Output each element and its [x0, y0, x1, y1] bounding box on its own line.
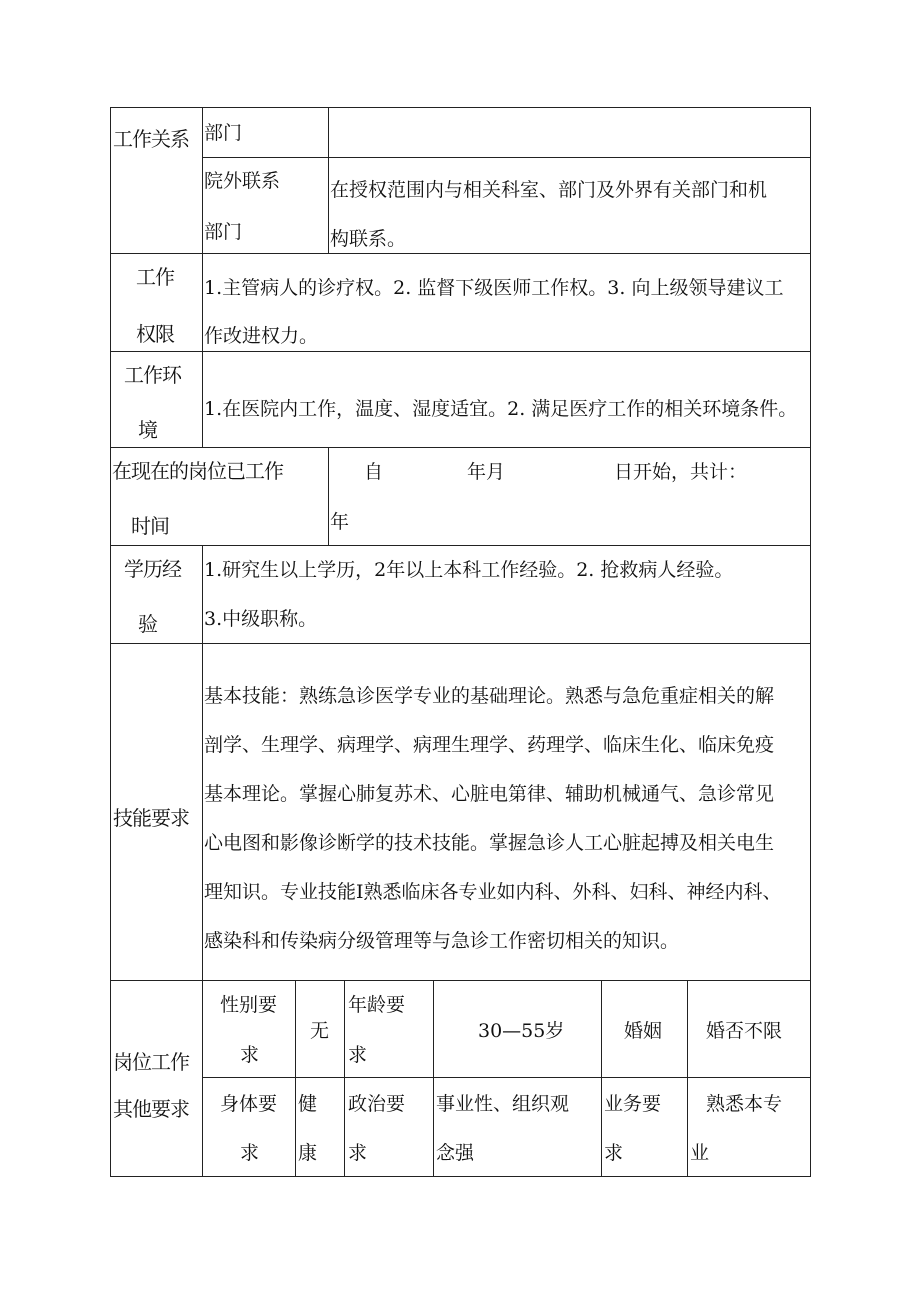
authority-text: 作改进权力。 — [204, 325, 319, 347]
tenure-start-total: 日开始，共计： — [614, 461, 748, 483]
business-value: 熟悉本专 — [706, 1093, 783, 1115]
external-contact-text: 在授权范围内与相关科室、部门及外界有关部门和机 — [330, 179, 768, 201]
table-rule — [110, 545, 811, 546]
table-rule — [601, 980, 602, 1177]
relations-heading: 工作关系 — [113, 127, 189, 151]
table-rule — [110, 643, 811, 644]
age-value: 30—55岁 — [478, 1020, 565, 1042]
table-rule — [202, 107, 203, 448]
skills-line: 剖学、生理学、病理学、病理生理学、药理学、临床生化、临床免疫 — [204, 734, 775, 756]
politics-value: 念强 — [436, 1142, 475, 1164]
authority-heading: 工作 — [136, 265, 174, 289]
external-dept-label: 部门 — [204, 221, 243, 243]
health-label: 求 — [240, 1142, 260, 1164]
table-rule — [110, 253, 811, 254]
table-rule — [328, 447, 329, 546]
health-label: 身体要 — [220, 1093, 278, 1115]
authority-heading: 权限 — [136, 322, 174, 346]
marriage-value: 婚否不限 — [706, 1020, 783, 1042]
skills-text — [204, 672, 782, 966]
skills-line: 心电图和影像诊断学的技术技能。掌握急诊人工心脏起搏及相关电生 — [204, 832, 775, 854]
tenure-from: 自 — [364, 461, 384, 483]
health-value: 健 — [298, 1093, 318, 1115]
business-value: 业 — [690, 1142, 710, 1164]
environment-heading: 工作环 — [124, 363, 181, 387]
authority-text: 1.主管病人的诊疗权。2. 监督下级医师工作权。3. 向上级领导建议工 — [204, 277, 784, 299]
education-text: 1.研究生以上学历，2年以上本科工作经验。2. 抢救病人经验。 — [204, 559, 734, 581]
tenure-heading: 在现在的岗位已工作 — [112, 459, 283, 483]
table-rule — [202, 545, 203, 1177]
table-rule — [295, 980, 296, 1177]
marriage-label: 婚姻 — [624, 1020, 663, 1042]
age-label: 年龄要 — [348, 994, 406, 1016]
table-rule — [687, 980, 688, 1177]
dept-label: 部门 — [204, 122, 243, 144]
tenure-heading: 时间 — [131, 514, 169, 538]
gender-value: 无 — [310, 1020, 330, 1042]
table-rule — [202, 1077, 811, 1078]
education-heading: 验 — [138, 612, 157, 636]
politics-label: 求 — [348, 1142, 368, 1164]
other-heading: 其他要求 — [113, 1097, 189, 1121]
table-rule — [110, 107, 111, 1177]
skills-line: 感染科和传染病分级管理等与急诊工作密切相关的知识。 — [204, 930, 680, 952]
health-value: 康 — [298, 1142, 318, 1164]
table-rule — [110, 351, 811, 352]
environment-heading: 境 — [138, 418, 157, 442]
table-rule — [344, 980, 345, 1177]
table-rule — [110, 447, 811, 448]
environment-text: 1.在医院内工作，温度、湿度适宜。2. 满足医疗工作的相关环境条件。 — [204, 398, 798, 420]
politics-value: 事业性、组织观 — [436, 1093, 570, 1115]
table-rule — [328, 107, 329, 254]
business-label: 业务要 — [604, 1093, 662, 1115]
gender-label: 性别要 — [220, 994, 278, 1016]
skills-line: 基本理论。掌握心肺复苏术、心脏电第律、辅助机械通气、急诊常见 — [204, 783, 775, 805]
tenure-year: 年 — [330, 511, 350, 533]
other-heading: 岗位工作 — [113, 1050, 189, 1074]
table-rule — [810, 107, 811, 1177]
table-rule — [110, 1176, 811, 1177]
politics-label: 政治要 — [348, 1093, 406, 1115]
skills-heading: 技能要求 — [113, 806, 189, 830]
tenure-year-month: 年月 — [467, 461, 506, 483]
table-rule — [110, 980, 811, 981]
business-label: 求 — [604, 1142, 624, 1164]
table-rule — [202, 157, 811, 158]
education-heading: 学历经 — [124, 557, 181, 581]
skills-line: 基本技能：熟练急诊医学专业的基础理论。熟悉与急危重症相关的解 — [204, 685, 775, 707]
external-contact-text: 构联系。 — [330, 228, 407, 250]
table-rule — [110, 107, 811, 108]
skills-line: 理知识。专业技能I熟悉临床各专业如内科、外科、妇科、神经内科、 — [204, 881, 782, 903]
table-rule — [433, 980, 434, 1177]
gender-label: 求 — [240, 1044, 260, 1066]
education-text: 3.中级职称。 — [204, 608, 318, 630]
age-label: 求 — [348, 1044, 368, 1066]
external-dept-label: 院外联系 — [204, 170, 281, 192]
